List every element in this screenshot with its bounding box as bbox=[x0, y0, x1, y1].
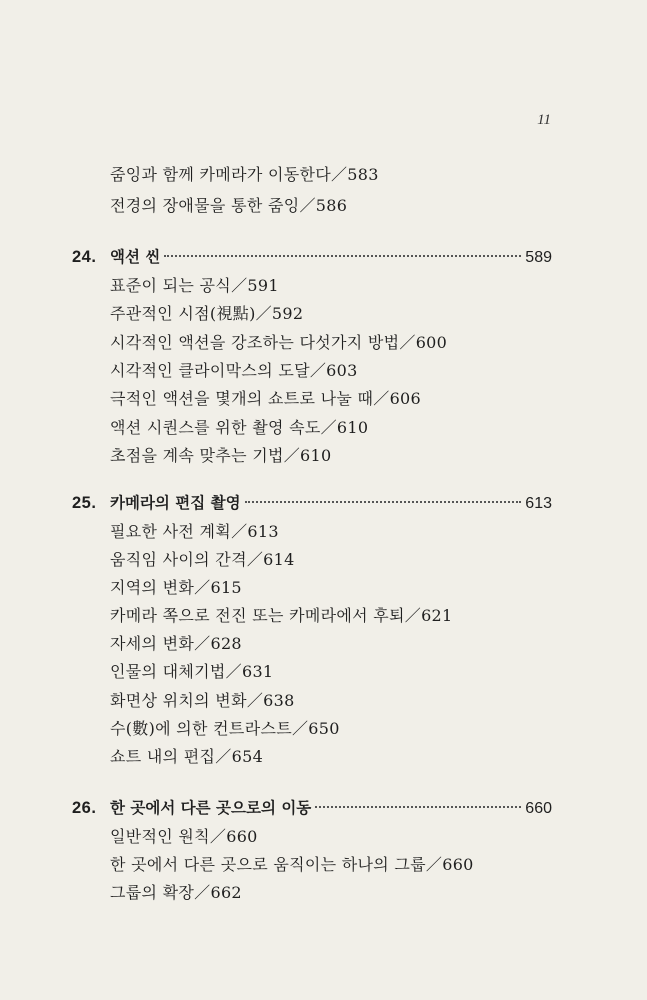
toc-entry: 전경의 장애물을 통한 줌잉／586 bbox=[110, 196, 348, 215]
toc-entry: 지역의 변화／615 bbox=[110, 578, 242, 597]
toc-entry: 한 곳에서 다른 곳으로 움직이는 하나의 그룹／660 bbox=[110, 855, 474, 874]
chapter-number: 24. bbox=[72, 248, 97, 266]
page-number: 11 bbox=[537, 112, 551, 128]
chapter-page: 660 bbox=[525, 800, 552, 817]
toc-entry: 쇼트 내의 편집／654 bbox=[110, 747, 264, 766]
chapter-page: 589 bbox=[525, 249, 552, 266]
toc-entry: 초점을 계속 맞추는 기법／610 bbox=[110, 446, 332, 465]
toc-entry: 수(數)에 의한 컨트라스트／650 bbox=[110, 719, 340, 738]
chapter-number: 26. bbox=[72, 799, 97, 817]
toc-entry: 화면상 위치의 변화／638 bbox=[110, 691, 295, 710]
chapter-title: 카메라의 편집 촬영 bbox=[110, 494, 241, 512]
toc-entry: 인물의 대체기법／631 bbox=[110, 662, 274, 681]
toc-entry: 액션 시퀀스를 위한 촬영 속도／610 bbox=[110, 418, 369, 437]
toc-entry: 줌잉과 함께 카메라가 이동한다／583 bbox=[110, 165, 379, 184]
chapter-heading-25 bbox=[72, 491, 552, 516]
chapter-page: 613 bbox=[525, 495, 552, 512]
toc-entry: 극적인 액션을 몇개의 쇼트로 나눌 때／606 bbox=[110, 389, 422, 408]
chapter-number: 25. bbox=[72, 494, 97, 512]
toc-entry: 카메라 쪽으로 전진 또는 카메라에서 후퇴／621 bbox=[110, 606, 453, 625]
leader-dots bbox=[315, 806, 521, 808]
toc-entry: 표준이 되는 공식／591 bbox=[110, 276, 279, 295]
leader-dots bbox=[245, 501, 522, 503]
toc-entry: 시각적인 클라이막스의 도달／603 bbox=[110, 361, 358, 380]
chapter-heading-26 bbox=[72, 796, 552, 821]
toc-entry: 자세의 변화／628 bbox=[110, 634, 242, 653]
chapter-heading-24 bbox=[72, 245, 552, 270]
toc-entry: 그룹의 확장／662 bbox=[110, 883, 242, 902]
toc-entry: 필요한 사전 계획／613 bbox=[110, 522, 279, 541]
toc-entry: 일반적인 원칙／660 bbox=[110, 827, 258, 846]
toc-entry: 움직임 사이의 간격／614 bbox=[110, 550, 295, 569]
toc-entry: 시각적인 액션을 강조하는 다섯가지 방법／600 bbox=[110, 333, 448, 352]
toc-entry: 주관적인 시점(視點)／592 bbox=[110, 304, 304, 323]
leader-dots bbox=[164, 255, 521, 257]
chapter-title: 액션 씬 bbox=[110, 248, 161, 266]
chapter-title: 한 곳에서 다른 곳으로의 이동 bbox=[110, 799, 312, 817]
